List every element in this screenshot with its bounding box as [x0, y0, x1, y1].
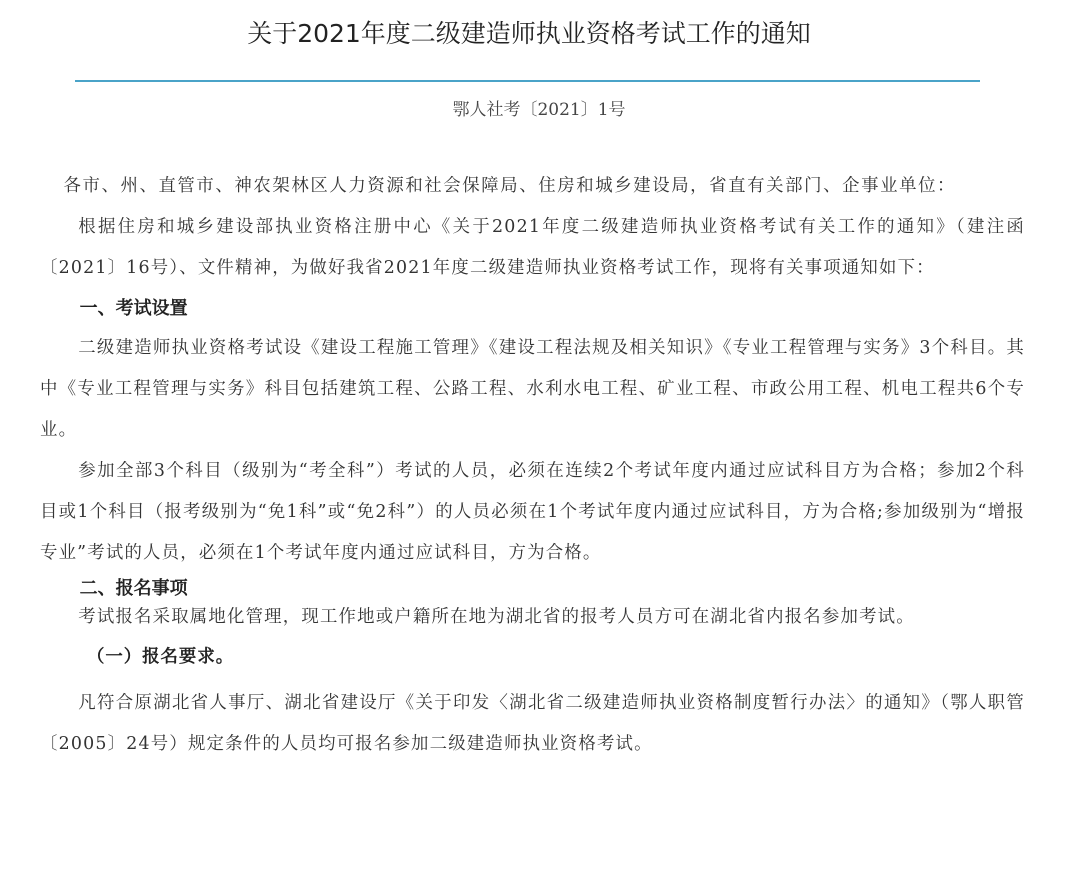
document-body	[40, 166, 1025, 765]
title-divider	[75, 80, 980, 82]
salutation-paragraph: 各市、州、直管市、神农架林区人力资源和社会保障局、住房和城乡建设局，省直有关部门、企事业单位：	[63, 176, 957, 196]
section-heading-registration: 二、报名事项	[79, 578, 188, 599]
requirements-paragraph: 凡符合原湖北省人事厅、湖北省建设厅《关于印发〈湖北省二级建造师执业资格制度暂行办法〉的通知》（鄂人职管〔2005〕24号）规定条件的人员均可报名参加二级建造师执业资格考试。	[40, 693, 1025, 754]
document-number: 鄂人社考〔2021〕1号	[452, 100, 626, 120]
section-heading-exam-setup: 一、考试设置	[79, 298, 188, 319]
document-title: 关于2021年度二级建造师执业资格考试工作的通知	[247, 19, 811, 48]
exam-subjects-paragraph: 二级建造师执业资格考试设《建设工程施工管理》《建设工程法规及相关知识》《专业工程管理与实务》3个科目。其中《专业工程管理与实务》科目包括建筑工程、公路工程、水利水电工程、矿业工程、市政公用工程、机电工程共6个专业。	[40, 338, 1025, 440]
exam-pass-rules-paragraph: 参加全部3个科目（级别为“考全科”）考试的人员，必须在连续2个考试年度内通过应试科目方为合格；参加2个科目或1个科目（报考级别为“免1科”或“免2科”）的人员必须在1个考试年度内通过应试科目，方为合格;参加级别为“增报专业”考试的人员，必须在1个考试年度内通过应试科目，方为合格。	[40, 461, 1025, 563]
subsection-heading-requirements: （一）报名要求。	[86, 647, 235, 667]
intro-paragraph: 根据住房和城乡建设部执业资格注册中心《关于2021年度二级建造师执业资格考试有关工作的通知》（建注函〔2021〕16号）、文件精神，为做好我省2021年度二级建造师执业资格考试工作，现将有关事项通知如下：	[40, 217, 1025, 278]
registration-scope-paragraph: 考试报名采取属地化管理，现工作地或户籍所在地为湖北省的报考人员方可在湖北省内报名参加考试。	[78, 607, 915, 627]
